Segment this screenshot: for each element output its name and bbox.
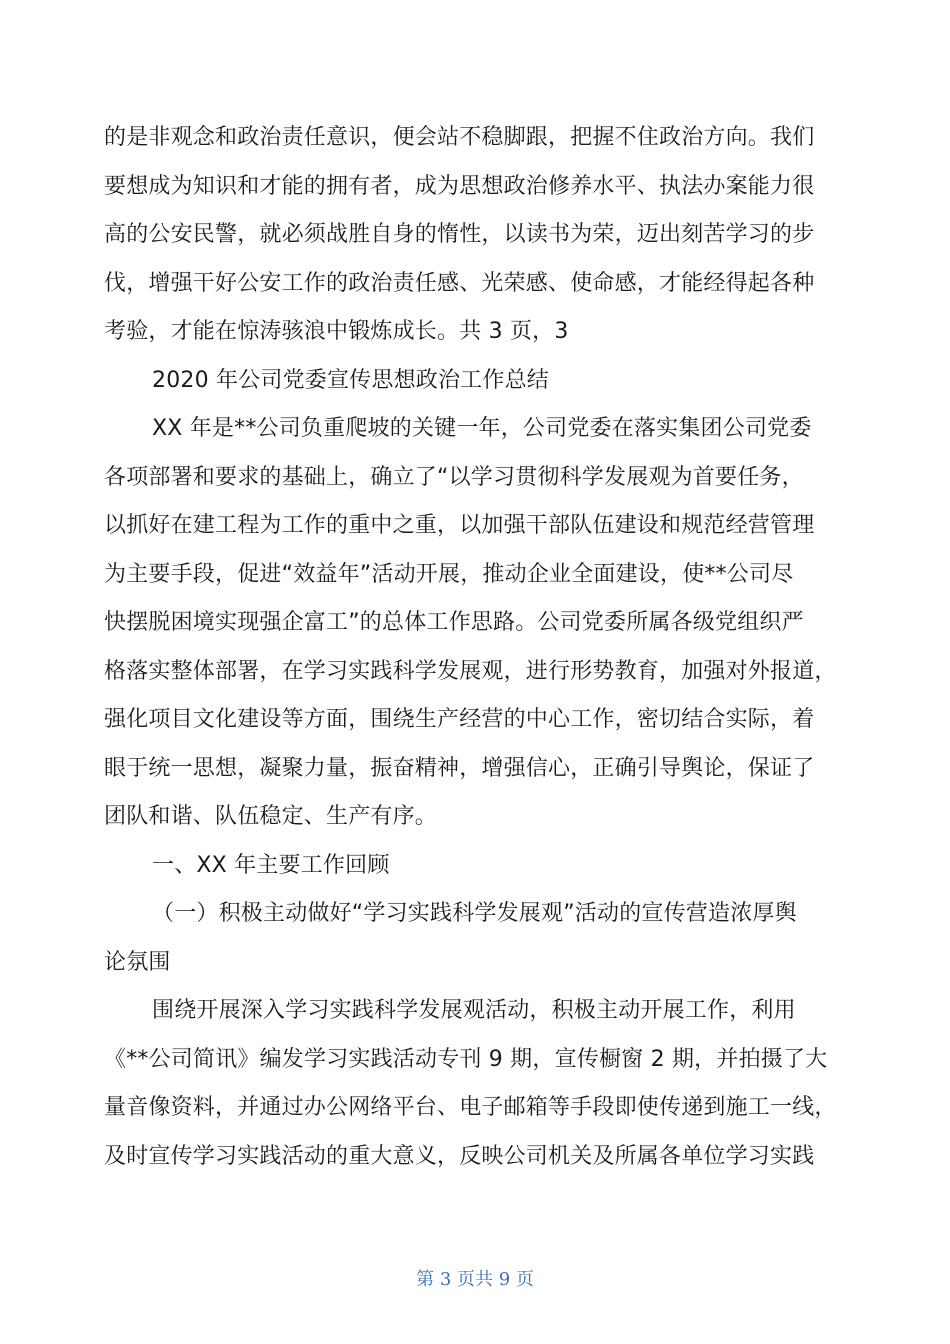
body-line: 团队和谐、队伍稳定、生产有序。	[104, 804, 438, 829]
body-line: 高的公安民警，就必须战胜自身的惰性，以读书为荣，迈出刻苦学习的步	[104, 222, 815, 247]
body-line: 各项部署和要求的基础上，确立了“以学习贯彻科学发展观为首要任务，	[104, 464, 804, 490]
body-line: 《**公司简讯》编发学习实践活动专刊 9 期，宣传橱窗 2 期，并拍摄了大	[104, 1046, 828, 1072]
body-line: 强化项目文化建设等方面，围绕生产经营的中心工作，密切结合实际，着	[104, 707, 815, 732]
section-title: 2020 年公司党委宣传思想政治工作总结	[152, 367, 549, 393]
body-line: 考验，才能在惊涛骇浪中锻炼成长。共 3 页，3	[104, 319, 569, 344]
body-line: 眼于统一思想，凝聚力量，振奋精神，增强信心，正确引导舆论，保证了	[104, 755, 815, 781]
body-line: 量音像资料，并通过办公网络平台、电子邮箱等手段即使传递到施工一线，	[104, 1095, 837, 1120]
body-line: 围绕开展深入学习实践科学发展观活动，积极主动开展工作，利用	[152, 998, 796, 1023]
body-line: 要想成为知识和才能的拥有者，成为思想政治修养水平、执法办案能力很	[104, 173, 815, 199]
page-number-footer: 第 3 页共 9 页	[416, 1269, 534, 1290]
body-line: 伐，增强干好公安工作的政治责任感、光荣感、使命感，才能经得起各种	[104, 270, 815, 296]
body-line: 以抓好在建工程为工作的重中之重，以加强干部队伍建设和规范经营管理	[104, 513, 815, 538]
heading-level-2-continued: 论氛围	[104, 949, 171, 975]
body-line: 的是非观念和政治责任意识，便会站不稳脚跟，把握不住政治方向。我们	[104, 125, 815, 150]
document-body	[104, 114, 844, 1181]
heading-level-1: 一、XX 年主要工作回顾	[152, 852, 390, 878]
heading-level-2: （一）积极主动做好“学习实践科学发展观”活动的宣传营造浓厚舆	[152, 901, 797, 926]
body-line: 快摆脱困境实现强企富工”的总体工作思路。公司党委所属各级党组织严	[104, 610, 804, 635]
body-line: 格落实整体部署，在学习实践科学发展观，进行形势教育，加强对外报道，	[104, 658, 837, 684]
body-line: 为主要手段，促进“效益年”活动开展，推动企业全面建设，使**公司尽	[104, 561, 794, 587]
body-line: XX 年是**公司负重爬坡的关键一年，公司党委在落实集团公司党委	[152, 416, 812, 441]
body-line: 及时宣传学习实践活动的重大意义，反映公司机关及所属各单位学习实践	[104, 1143, 815, 1169]
